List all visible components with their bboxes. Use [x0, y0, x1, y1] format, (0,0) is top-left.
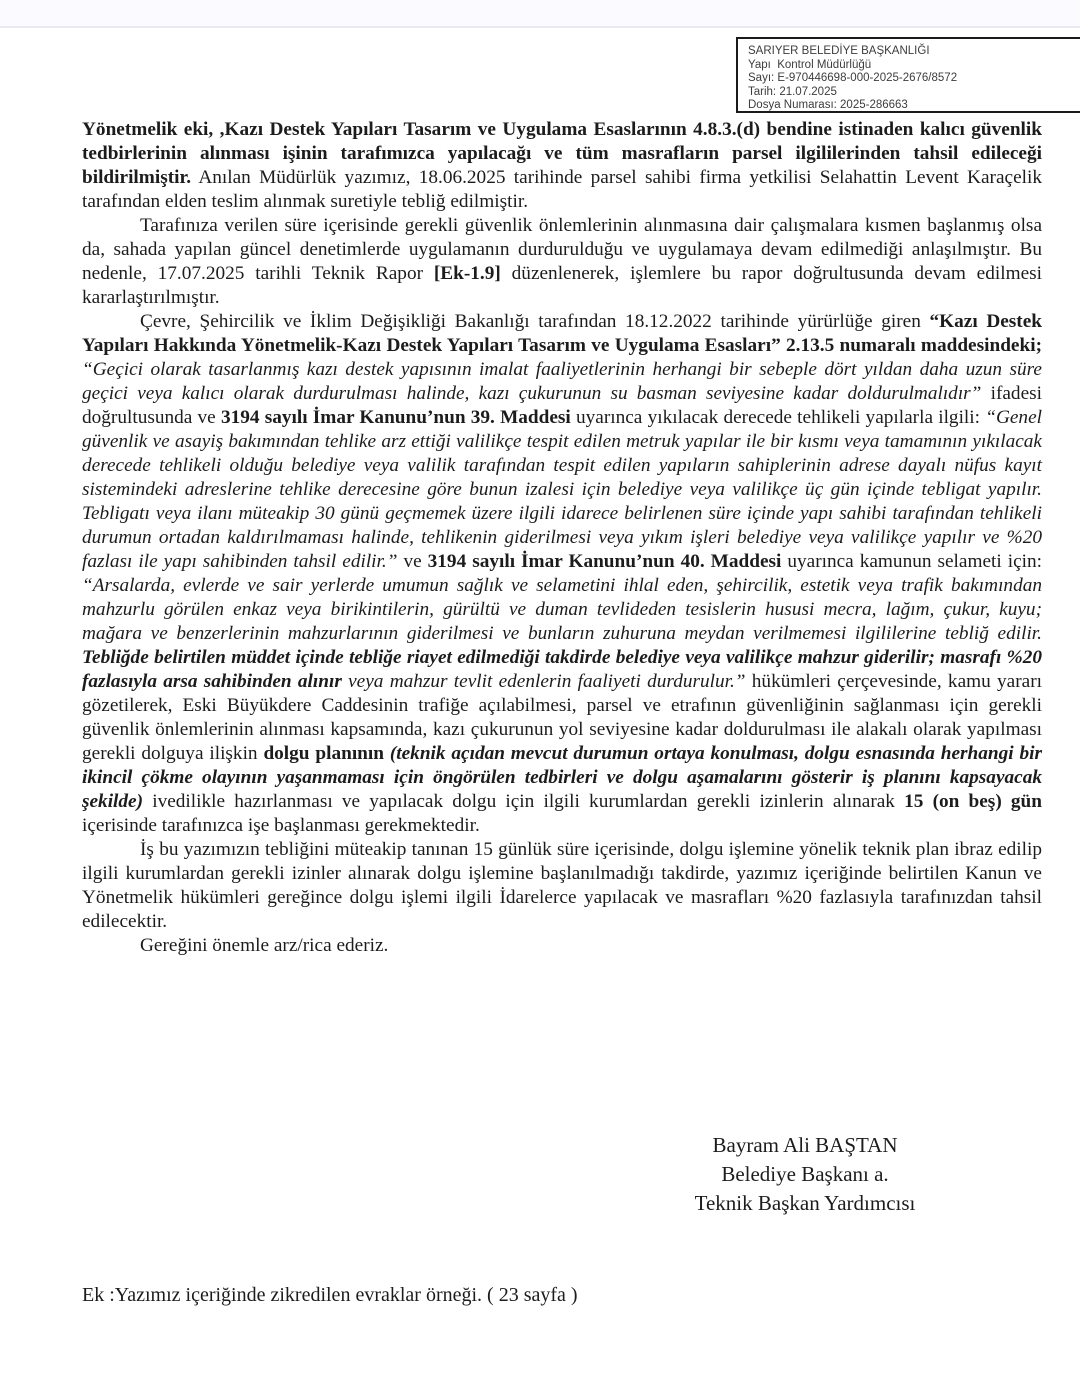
- text-run: Çevre, Şehircilik ve İklim Değişikliği Bakanlığı tarafından 18.12.2022 tarihinde yürürlüğe giren: [140, 311, 930, 332]
- text-run: “Geçici olarak tasarlanmış kazı destek yapısının imalat faaliyetlerinin herhangi bir sebeple dört yıldan daha uzun süre geçici veya kalıcı olarak durdurulması halinde, kazı çukurunun su basman seviyesine kadar doldurulmalıdır”: [82, 359, 1042, 404]
- text-run: içerisinde tarafınızca işe başlanması gerekmektedir.: [82, 815, 480, 836]
- paragraph-1: [82, 118, 1042, 214]
- text-run: veya mahzur tevlit edenlerin faaliyeti durdurulur.”: [341, 671, 746, 692]
- paragraph-3: [82, 310, 1042, 838]
- header-organization: SARIYER BELEDİYE BAŞKANLIĞI: [748, 45, 930, 57]
- text-run: “Arsalarda, evlerde ve sair yerlerde umumun sağlık ve selametini ihlal eden, şehircilik, estetik veya trafik bakımından mahzurlu görülen enkaz veya birikintilerin, gürültü ve duman tevlideden tesislerin hususi mecra, lağım, çukur, kuyu; mağara ve benzerlerinin mahzurlarının giderilmesi ve bunların zuhuruna meydan verilmemesi ilgililerine tebliğ edilir.: [82, 575, 1042, 644]
- header-department: Yapı Kontrol Müdürlüğü: [748, 58, 872, 71]
- text-run: 3194 sayılı İmar Kanunu’nun 39. Maddesi: [220, 407, 571, 428]
- signature-block: [615, 1131, 995, 1218]
- text-run: 3194 sayılı İmar Kanunu’nun 40. Maddesi: [427, 551, 782, 572]
- text-run: İş bu yazımızın tebliğini müteakip tanınan 15 günlük süre içerisinde, dolgu işlemine yönelik teknik plan ibraz edilip ilgili kurumlardan gerekli izinler alınarak dolgu işlemine başlanılmadığı takdirde, yazımız içeriğinde belirtilen Kanun ve Yönetmelik hükümleri gereğince dolgu işlemi ilgili İdarelerce yapılacak ve masrafları %20 fazlasıyla tarafınızdan tahsil edilecektir.: [82, 839, 1042, 932]
- text-run: (teknik açıdan mevcut durumun ortaya konulması, dolgu esnasında herhangi bir ikincil çökme olayının yaşanmaması için öngörülen tedbirleri ve dolgu aşamalarını gösterir iş planını kapsayacak şekilde): [82, 743, 1042, 812]
- text-run: uyarınca yıkılacak derecede tehlikeli yapılarla ilgili:: [570, 407, 986, 428]
- document-body: [82, 118, 1042, 958]
- header-sayi: Sayı: E-970446698-000-2025-2676/8572: [748, 72, 958, 85]
- signature-title-1: Belediye Başkanı a.: [721, 1162, 889, 1186]
- text-run: [Ek-1.9]: [433, 263, 501, 284]
- text-run: uyarınca kamunun selameti için:: [781, 551, 1042, 572]
- text-run: Yönetmelik eki, ,Kazı Destek Yapıları Tasarım ve Uygulama Esaslarının 4.8.3.(d) bendine istinaden kalıcı güvenlik tedbirlerinin alınması işinin tarafımızca yapılacağı ve tüm masrafların parsel ilgililerinden tahsil edileceği bildirilmiştir.: [82, 119, 1042, 188]
- signature-name: Bayram Ali BAŞTAN: [712, 1133, 898, 1157]
- attachment-note: Ek :Yazımız içeriğinde zikredilen evraklar örneği. ( 23 sayfa ): [82, 1284, 578, 1306]
- text-run: Gereğini önemle arz/rica ederiz.: [140, 935, 389, 956]
- text-run: “Genel güvenlik ve asayiş bakımından tehlike arz ettiği valilikçe tespit edilen metruk yapılar ile bir kısmı veya tamamının yıkılacak derecede tehlikeli olduğu belediye veya valilik tarafından tespit edilen yapıların sahiplerinin adrese dayalı nüfus kayıt sistemindeki adreslerine tehlike derecesine göre bunun izalesi için belediye veya valilikçe üç gün içinde tebligat yapılır. Tebligatı veya ilanı müteakip 30 günü geçmemek üzere ilgili idarece belirlenen süre içinde yapı sahibi tarafından tehlikeli durumun ortadan kaldırılmaması halinde, tehlikenin giderilmesi veya yıkım işleri belediye veya valilikçe yapılır ve %20 fazlası ile yapı sahibinden tahsil edilir.”: [82, 407, 1042, 572]
- text-run: 15 (on beş) gün: [904, 791, 1042, 812]
- paragraph-2: [82, 214, 1042, 310]
- text-run: düzenlenerek, işlemlere bu rapor doğrultusunda devam edilmesi kararlaştırılmıştır.: [82, 263, 1042, 308]
- paragraph-4: [82, 838, 1042, 934]
- text-run: Tebliğde belirtilen müddet içinde tebliğe riayet edilmediği takdirde belediye veya valilikçe mahzur giderilir; masrafı %20 fazlasıyla arsa sahibinden alınır: [82, 647, 1042, 692]
- document-header-box: [736, 37, 1080, 113]
- viewer-top-strip: [0, 0, 1080, 28]
- signature-title-2: Teknik Başkan Yardımcısı: [694, 1191, 916, 1215]
- text-run: dolgu planının: [263, 743, 390, 764]
- text-run: ve: [397, 551, 428, 572]
- header-dosya: Dosya Numarası: 2025-286663: [748, 99, 908, 112]
- text-run: ifadesi doğrultusunda ve: [82, 383, 1042, 428]
- text-run: Anılan Müdürlük yazımız, 18.06.2025 tarihinde parsel sahibi firma yetkilisi Selahattin Levent Karaçelik tarafından elden teslim alınmak suretiyle tebliğ edilmiştir.: [82, 167, 1042, 212]
- header-tarih: Tarih: 21.07.2025: [748, 85, 837, 98]
- paragraph-closing: [82, 934, 1042, 958]
- text-run: “Kazı Destek Yapıları Hakkında Yönetmelik-Kazı Destek Yapıları Tasarım ve Uygulama Esasları” 2.13.5 numaralı maddesindeki;: [82, 311, 1043, 356]
- text-run: ivedilikle hazırlanması ve yapılacak dolgu için ilgili kurumlardan gerekli izinlerin alınarak: [143, 791, 905, 812]
- text-run: hükümleri çerçevesinde, kamu yararı gözetilerek, Eski Büyükdere Caddesinin trafiğe açılabilmesi, parsel ve etrafının güvenliğinin sağlanması için gerekli güvenlik önlemlerinin alınması kapsamında, kazı çukurunun yol seviyesine kadar doldurulması ile alakalı olarak yapılması gerekli dolguya ilişkin: [82, 671, 1042, 764]
- text-run: Tarafınıza verilen süre içerisinde gerekli güvenlik önlemlerinin alınmasına dair çalışmalara kısmen başlanmış olsa da, sahada yapılan güncel denetimlerde uygulamanın durdurulduğu ve uygulamaya devam edilmediği anlaşılmıştır. Bu nedenle, 17.07.2025 tarihli Teknik Rapor: [82, 215, 1042, 284]
